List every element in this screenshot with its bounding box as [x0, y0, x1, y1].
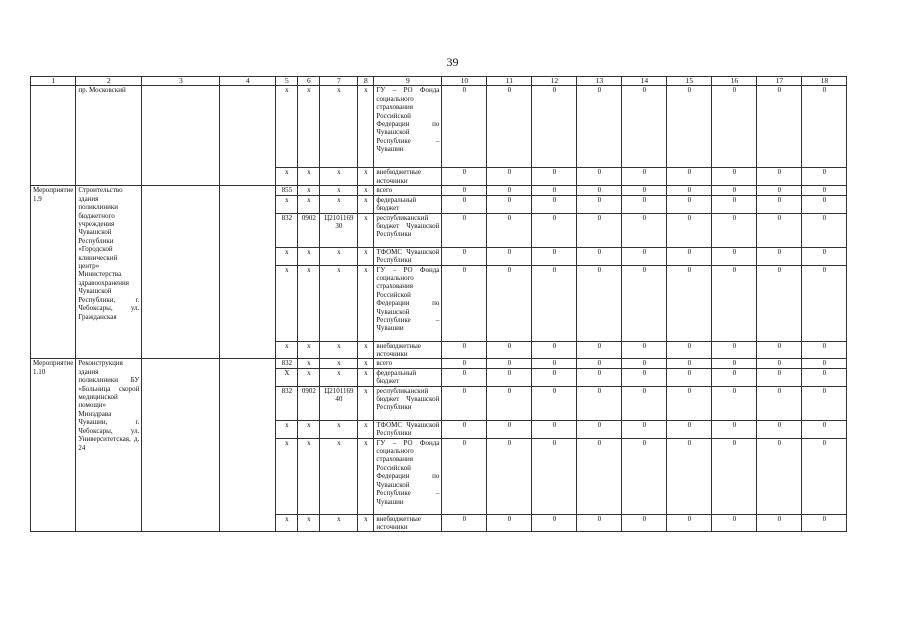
code-cell: х — [358, 368, 374, 386]
value-cell: 0 — [712, 359, 757, 368]
value-cell: 0 — [712, 195, 757, 213]
value-cell: 0 — [622, 186, 667, 195]
value-cell: 0 — [712, 420, 757, 438]
value-cell: 0 — [757, 195, 802, 213]
value-cell: 0 — [442, 195, 487, 213]
value-cell: 0 — [442, 514, 487, 532]
funding-source: внебюджетные источники — [374, 514, 442, 532]
value-cell: 0 — [802, 213, 847, 247]
code-cell: 855 — [276, 186, 298, 195]
value-cell: 0 — [532, 213, 577, 247]
value-cell: 0 — [532, 368, 577, 386]
value-cell: 0 — [532, 359, 577, 368]
code-cell: х — [276, 247, 298, 265]
value-cell: 0 — [757, 247, 802, 265]
code-cell: х — [276, 341, 298, 359]
value-cell: 0 — [622, 247, 667, 265]
value-cell: 0 — [532, 420, 577, 438]
value-cell: 0 — [532, 186, 577, 195]
code-cell: х — [320, 168, 358, 186]
value-cell: 0 — [667, 438, 712, 514]
empty-cell — [220, 86, 276, 186]
value-cell: 0 — [532, 86, 577, 168]
value-cell: 0 — [667, 247, 712, 265]
value-cell: 0 — [757, 213, 802, 247]
funding-source: внебюджетные источники — [374, 341, 442, 359]
value-cell: 0 — [442, 86, 487, 168]
value-cell: 0 — [487, 86, 532, 168]
column-header: 17 — [757, 77, 802, 86]
value-cell: 0 — [577, 368, 622, 386]
code-cell: х — [358, 265, 374, 341]
code-cell: х — [298, 195, 320, 213]
value-cell: 0 — [802, 195, 847, 213]
value-cell: 0 — [532, 247, 577, 265]
value-cell: 0 — [622, 420, 667, 438]
value-cell: 0 — [577, 213, 622, 247]
code-cell: х — [320, 86, 358, 168]
value-cell: 0 — [667, 186, 712, 195]
code-cell: х — [276, 86, 298, 168]
value-cell: 0 — [487, 213, 532, 247]
value-cell: 0 — [667, 368, 712, 386]
code-cell: 832 — [276, 213, 298, 247]
activity-description: Реконструкция здания поликлиники БУ «Больница скорой медицинской помощи» Минздрава Чувашии, г. Чебоксары, ул. Университетская, д. 24 — [76, 359, 142, 532]
empty-cell — [220, 359, 276, 532]
column-header: 9 — [374, 77, 442, 86]
value-cell: 0 — [442, 168, 487, 186]
code-cell: х — [358, 86, 374, 168]
value-cell: 0 — [577, 386, 622, 420]
value-cell: 0 — [577, 341, 622, 359]
value-cell: 0 — [667, 514, 712, 532]
value-cell: 0 — [622, 265, 667, 341]
column-header: 8 — [358, 77, 374, 86]
value-cell: 0 — [532, 438, 577, 514]
code-cell: х — [320, 341, 358, 359]
value-cell: 0 — [667, 265, 712, 341]
value-cell: 0 — [577, 420, 622, 438]
code-cell: х — [276, 168, 298, 186]
value-cell: 0 — [577, 168, 622, 186]
header-row — [31, 77, 847, 86]
value-cell: 0 — [757, 438, 802, 514]
value-cell: 0 — [442, 341, 487, 359]
code-cell: х — [298, 168, 320, 186]
value-cell: 0 — [577, 514, 622, 532]
value-cell: 0 — [532, 514, 577, 532]
column-header: 1 — [31, 77, 76, 86]
code-cell: х — [298, 438, 320, 514]
value-cell: 0 — [802, 368, 847, 386]
code-cell: х — [358, 213, 374, 247]
code-cell: х — [276, 438, 298, 514]
value-cell: 0 — [622, 368, 667, 386]
code-cell: х — [358, 247, 374, 265]
column-header: 4 — [220, 77, 276, 86]
funding-source: ТФОМС Чувашской Республики — [374, 420, 442, 438]
value-cell: 0 — [487, 514, 532, 532]
code-cell: х — [276, 195, 298, 213]
value-cell: 0 — [802, 341, 847, 359]
value-cell: 0 — [757, 514, 802, 532]
value-cell: 0 — [667, 359, 712, 368]
code-cell: 832 — [276, 386, 298, 420]
value-cell: 0 — [667, 168, 712, 186]
code-cell: х — [358, 359, 374, 368]
code-cell: х — [298, 368, 320, 386]
code-cell: х — [358, 186, 374, 195]
code-cell: х — [298, 420, 320, 438]
code-cell: х — [358, 386, 374, 420]
code-cell: х — [320, 368, 358, 386]
funding-source: республиканский бюджет Чувашской Республики — [374, 386, 442, 420]
value-cell: 0 — [712, 265, 757, 341]
value-cell: 0 — [577, 438, 622, 514]
funding-source: всего — [374, 359, 442, 368]
value-cell: 0 — [802, 247, 847, 265]
code-cell: 0902 — [298, 386, 320, 420]
value-cell: 0 — [667, 213, 712, 247]
value-cell: 0 — [487, 359, 532, 368]
value-cell: 0 — [577, 86, 622, 168]
code-cell: х — [298, 341, 320, 359]
code-cell: х — [320, 438, 358, 514]
value-cell: 0 — [712, 247, 757, 265]
empty-cell — [142, 86, 220, 186]
table-row — [31, 186, 847, 195]
value-cell: 0 — [577, 359, 622, 368]
code-cell: Х — [276, 368, 298, 386]
value-cell: 0 — [802, 386, 847, 420]
funding-source: республиканский бюджет Чувашской Республики — [374, 213, 442, 247]
code-cell: х — [358, 195, 374, 213]
value-cell: 0 — [802, 265, 847, 341]
column-header: 12 — [532, 77, 577, 86]
code-cell: х — [298, 247, 320, 265]
code-cell: х — [358, 168, 374, 186]
value-cell: 0 — [577, 265, 622, 341]
table-row — [31, 86, 847, 168]
value-cell: 0 — [487, 195, 532, 213]
value-cell: 0 — [622, 438, 667, 514]
value-cell: 0 — [532, 386, 577, 420]
value-cell: 0 — [802, 514, 847, 532]
empty-cell — [142, 359, 220, 532]
value-cell: 0 — [712, 168, 757, 186]
funding-source: ГУ – РО Фонда социального страхования Российской Федерации по Чувашской Республике – Чувашии — [374, 86, 442, 168]
code-cell: х — [320, 514, 358, 532]
value-cell: 0 — [757, 420, 802, 438]
value-cell: 0 — [667, 420, 712, 438]
value-cell: 0 — [712, 186, 757, 195]
value-cell: 0 — [442, 420, 487, 438]
value-cell: 0 — [622, 195, 667, 213]
value-cell: 0 — [442, 247, 487, 265]
column-header: 6 — [298, 77, 320, 86]
code-cell: х — [358, 341, 374, 359]
code-cell: х — [320, 247, 358, 265]
value-cell: 0 — [487, 341, 532, 359]
code-cell: 0902 — [298, 213, 320, 247]
value-cell: 0 — [442, 386, 487, 420]
code-cell: х — [298, 514, 320, 532]
value-cell: 0 — [712, 386, 757, 420]
value-cell: 0 — [442, 213, 487, 247]
value-cell: 0 — [622, 86, 667, 168]
value-cell: 0 — [622, 213, 667, 247]
value-cell: 0 — [442, 186, 487, 195]
column-header: 16 — [712, 77, 757, 86]
value-cell: 0 — [442, 368, 487, 386]
funding-source: ГУ – РО Фонда социального страхования Российской Федерации по Чувашской Республике – Чувашии — [374, 438, 442, 514]
code-cell: х — [276, 514, 298, 532]
funding-source: ГУ – РО Фонда социального страхования Российской Федерации по Чувашской Республике – Чувашии — [374, 265, 442, 341]
value-cell: 0 — [442, 359, 487, 368]
column-header: 14 — [622, 77, 667, 86]
value-cell: 0 — [802, 86, 847, 168]
value-cell: 0 — [802, 168, 847, 186]
value-cell: 0 — [487, 168, 532, 186]
code-cell: х — [276, 420, 298, 438]
code-cell: х — [320, 420, 358, 438]
value-cell: 0 — [622, 168, 667, 186]
value-cell: 0 — [622, 514, 667, 532]
value-cell: 0 — [487, 186, 532, 195]
code-cell: х — [320, 186, 358, 195]
empty-cell — [142, 186, 220, 359]
value-cell: 0 — [802, 420, 847, 438]
code-cell: х — [358, 514, 374, 532]
page-number: 39 — [446, 55, 459, 69]
value-cell: 0 — [487, 247, 532, 265]
column-header: 15 — [667, 77, 712, 86]
table-body — [31, 86, 847, 532]
value-cell: 0 — [757, 186, 802, 195]
value-cell: 0 — [487, 438, 532, 514]
value-cell: 0 — [757, 86, 802, 168]
value-cell: 0 — [577, 247, 622, 265]
value-cell: 0 — [622, 386, 667, 420]
funding-source: всего — [374, 186, 442, 195]
value-cell: 0 — [622, 359, 667, 368]
column-header: 11 — [487, 77, 532, 86]
value-cell: 0 — [667, 341, 712, 359]
activity-description: Строительство здания поликлиники бюджетного учреждения Чувашской Республики «Городской клинический центр» Министерства здравоохранения Чувашской Республики, г. Чебоксары, ул. Гражданская — [76, 186, 142, 359]
value-cell: 0 — [532, 341, 577, 359]
value-cell: 0 — [622, 341, 667, 359]
value-cell: 0 — [667, 386, 712, 420]
column-header: 5 — [276, 77, 298, 86]
column-header: 2 — [76, 77, 142, 86]
value-cell: 0 — [532, 168, 577, 186]
value-cell: 0 — [487, 368, 532, 386]
budget-table — [30, 76, 847, 532]
code-cell: х — [276, 265, 298, 341]
column-header: 7 — [320, 77, 358, 86]
column-header: 3 — [142, 77, 220, 86]
value-cell: 0 — [667, 86, 712, 168]
value-cell: 0 — [487, 386, 532, 420]
value-cell: 0 — [712, 86, 757, 168]
value-cell: 0 — [757, 386, 802, 420]
code-cell: х — [298, 86, 320, 168]
activity-label: Мероприятие 1.10 — [31, 359, 76, 532]
code-cell: х — [320, 359, 358, 368]
value-cell: 0 — [712, 341, 757, 359]
value-cell: 0 — [487, 265, 532, 341]
value-cell: 0 — [757, 168, 802, 186]
code-cell: Ц2101169 30 — [320, 213, 358, 247]
value-cell: 0 — [442, 265, 487, 341]
value-cell: 0 — [712, 368, 757, 386]
code-cell: Ц2101169 40 — [320, 386, 358, 420]
value-cell: 0 — [712, 213, 757, 247]
value-cell: 0 — [442, 438, 487, 514]
code-cell: х — [298, 186, 320, 195]
column-header: 18 — [802, 77, 847, 86]
code-cell: х — [298, 265, 320, 341]
value-cell: 0 — [712, 438, 757, 514]
code-cell: х — [320, 195, 358, 213]
value-cell: 0 — [667, 195, 712, 213]
funding-source: федеральный бюджет — [374, 195, 442, 213]
value-cell: 0 — [532, 195, 577, 213]
code-cell: 832 — [276, 359, 298, 368]
value-cell: 0 — [487, 420, 532, 438]
value-cell: 0 — [757, 359, 802, 368]
value-cell: 0 — [712, 514, 757, 532]
empty-cell — [220, 186, 276, 359]
code-cell: х — [320, 265, 358, 341]
code-cell: х — [358, 420, 374, 438]
column-header: 10 — [442, 77, 487, 86]
code-cell: х — [298, 359, 320, 368]
value-cell: 0 — [757, 341, 802, 359]
activity-label — [31, 86, 76, 186]
value-cell: 0 — [802, 438, 847, 514]
activity-label: Мероприятие 1.9 — [31, 186, 76, 359]
code-cell: х — [358, 438, 374, 514]
funding-source: федеральный бюджет — [374, 368, 442, 386]
funding-source: ТФОМС Чувашской Республики — [374, 247, 442, 265]
table-row — [31, 359, 847, 368]
value-cell: 0 — [577, 186, 622, 195]
value-cell: 0 — [802, 359, 847, 368]
value-cell: 0 — [757, 368, 802, 386]
funding-source: внебюджетные источники — [374, 168, 442, 186]
column-header: 13 — [577, 77, 622, 86]
value-cell: 0 — [532, 265, 577, 341]
value-cell: 0 — [757, 265, 802, 341]
value-cell: 0 — [802, 186, 847, 195]
value-cell: 0 — [577, 195, 622, 213]
activity-description: пр. Московский — [76, 86, 142, 186]
